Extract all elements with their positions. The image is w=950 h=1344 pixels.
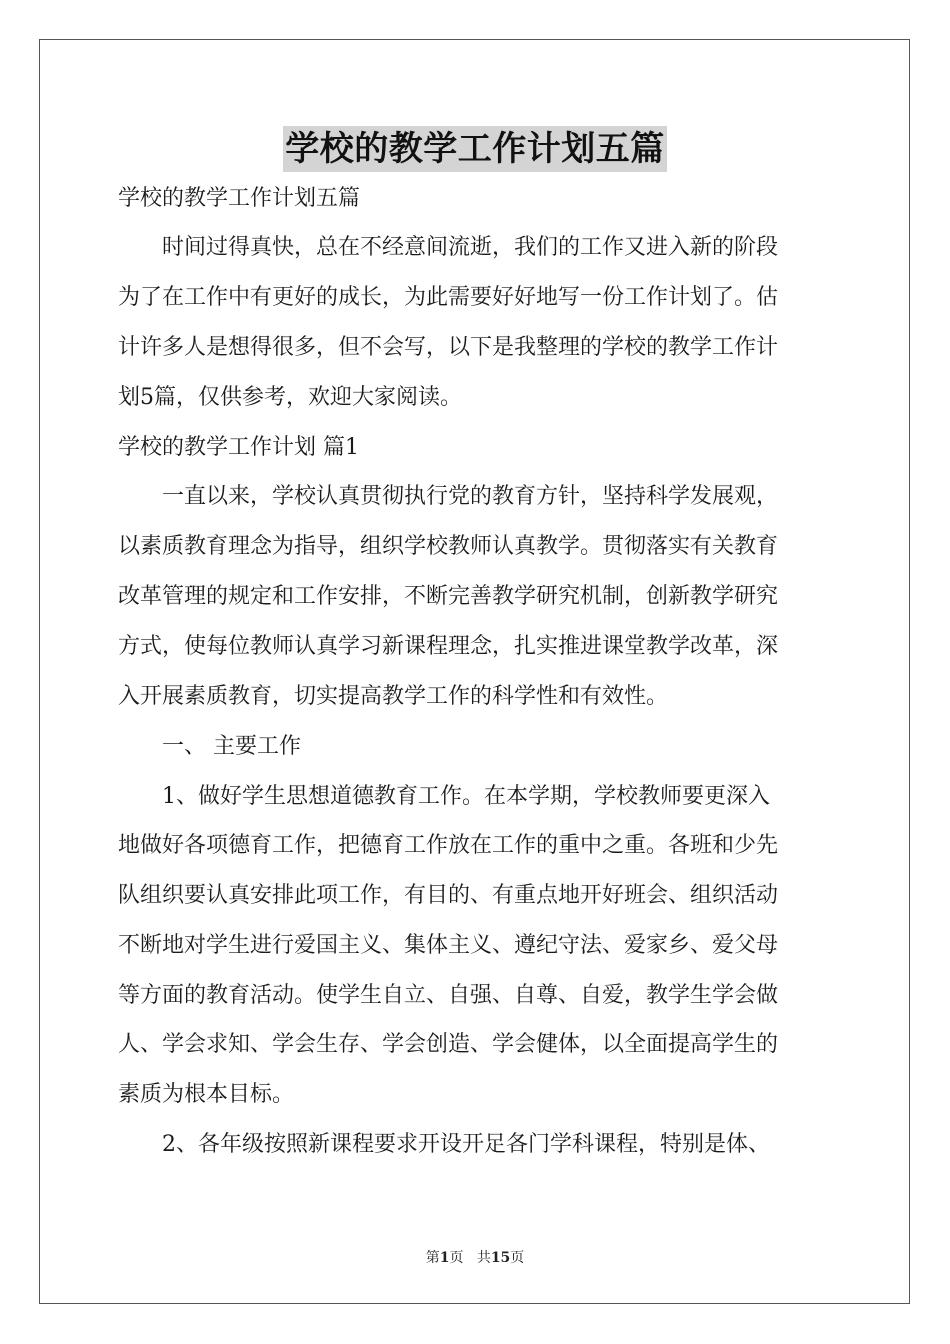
paragraph-line: 方式，使每位教师认真学习新课程理念，扎实推进课堂教学改革，深 — [118, 634, 779, 659]
paragraph-line: 人、学会求知、学会生存、学会创造、学会健体，以全面提高学生的 — [118, 1032, 779, 1057]
paragraph-line: 1、做好学生思想道德教育工作。在本学期，学校教师要更深入 — [162, 784, 770, 809]
subsection-heading: 一、 主要工作 — [162, 734, 301, 759]
paragraph-line: 等方面的教育活动。使学生自立、自强、自尊、自爱，教学生学会做 — [118, 983, 779, 1008]
paragraph-line: 素质为根本目标。 — [118, 1082, 295, 1107]
paragraph-line: 为了在工作中有更好的成长，为此需要好好地写一份工作计划了。估 — [118, 285, 779, 310]
paragraph-line: 队组织要认真安排此项工作，有目的、有重点地开好班会、组织活动 — [118, 883, 779, 908]
paragraph-line: 以素质教育理念为指导，组织学校教师认真教学。贯彻落实有关教育 — [118, 534, 779, 559]
document-title: 学校的教学工作计划五篇 — [283, 126, 667, 172]
page-suffix: 页 — [449, 1250, 464, 1266]
paragraph-line: 2、各年级按照新课程要求开设开足各门学科课程，特别是体、 — [162, 1132, 770, 1157]
paragraph-line: 改革管理的规定和工作安排，不断完善教学研究机制，创新教学研究 — [118, 584, 779, 609]
total-suffix: 页 — [510, 1250, 525, 1266]
paragraph-line: 地做好各项德育工作，把德育工作放在工作的重中之重。各班和少先 — [118, 833, 779, 858]
page-footer — [0, 1248, 950, 1268]
paragraph-line: 不断地对学生进行爱国主义、集体主义、遵纪守法、爱家乡、爱父母 — [118, 933, 779, 958]
page-prefix: 第 — [425, 1250, 440, 1266]
total-pages: 15 — [490, 1250, 511, 1266]
section-heading: 学校的教学工作计划 篇1 — [118, 435, 359, 460]
paragraph-line: 一直以来，学校认真贯彻执行党的教育方针，坚持科学发展观， — [162, 484, 779, 509]
page-number: 1 — [439, 1250, 450, 1266]
page-border — [39, 39, 910, 1304]
total-prefix: 共 — [476, 1250, 491, 1266]
subtitle-line: 学校的教学工作计划五篇 — [118, 186, 361, 211]
paragraph-line: 计许多人是想得很多，但不会写，以下是我整理的学校的教学工作计 — [118, 335, 779, 360]
title-wrap — [0, 126, 950, 172]
paragraph-line: 入开展素质教育，切实提高教学工作的科学性和有效性。 — [118, 684, 669, 709]
paragraph-line: 划5篇，仅供参考，欢迎大家阅读。 — [118, 385, 462, 410]
paragraph-line: 时间过得真快，总在不经意间流逝，我们的工作又进入新的阶段 — [162, 235, 779, 260]
